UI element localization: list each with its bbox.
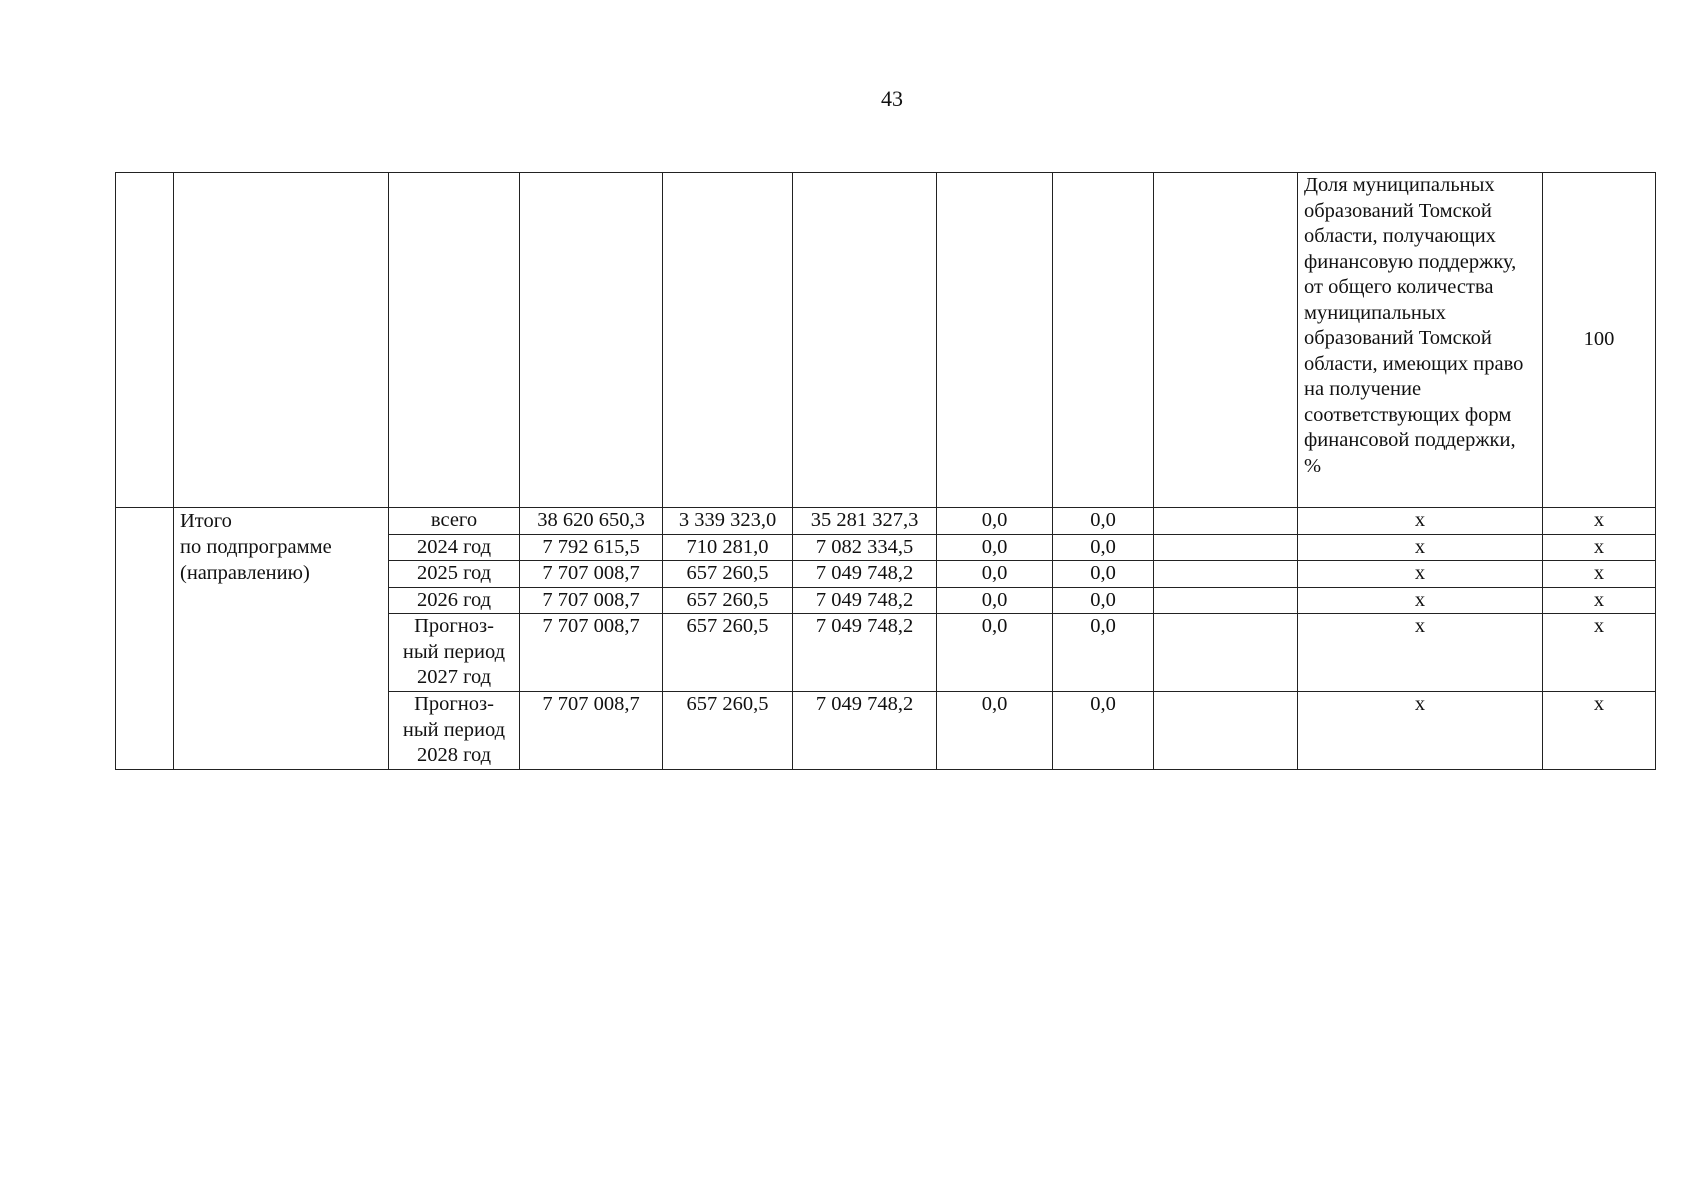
other-cell: 0,0 [1053, 534, 1154, 561]
total-cell: 7 707 008,7 [520, 587, 663, 614]
regional-cell: 7 049 748,2 [793, 614, 937, 692]
federal-cell: 3 339 323,0 [663, 508, 793, 535]
total-label-line: (направлению) [180, 562, 310, 584]
cell-empty [1154, 173, 1298, 508]
period-cell: 2026 год [389, 587, 520, 614]
total-cell: 7 707 008,7 [520, 561, 663, 588]
period-line: ный период [402, 718, 506, 741]
x-cell: х [1298, 614, 1543, 692]
period-cell [389, 614, 520, 692]
x-cell: х [1543, 587, 1656, 614]
cell-empty [389, 173, 520, 508]
x-cell: х [1543, 561, 1656, 588]
local-cell: 0,0 [937, 587, 1053, 614]
budget-table [115, 172, 1656, 770]
total-cell: 7 707 008,7 [520, 614, 663, 692]
empty-cell [1154, 508, 1298, 535]
other-cell: 0,0 [1053, 508, 1154, 535]
period-cell: 2024 год [389, 534, 520, 561]
local-cell: 0,0 [937, 614, 1053, 692]
x-cell: х [1543, 614, 1656, 692]
total-label-line: по подпрограмме [180, 536, 332, 558]
cell-empty [174, 173, 389, 508]
other-cell: 0,0 [1053, 561, 1154, 588]
x-cell: х [1298, 561, 1543, 588]
x-cell: х [1543, 534, 1656, 561]
period-line: 2027 год [416, 666, 492, 688]
x-cell: х [1298, 508, 1543, 535]
x-cell: х [1543, 692, 1656, 770]
period-line: ный период [402, 640, 506, 663]
table-row-indicator [116, 173, 1656, 508]
total-cell: 7 792 615,5 [520, 534, 663, 561]
cell-empty [116, 508, 174, 770]
period-line: 2028 год [416, 744, 492, 766]
regional-cell: 7 049 748,2 [793, 561, 937, 588]
regional-cell: 7 049 748,2 [793, 587, 937, 614]
empty-cell [1154, 692, 1298, 770]
cell-empty [937, 173, 1053, 508]
empty-cell [1154, 534, 1298, 561]
federal-cell: 710 281,0 [663, 534, 793, 561]
other-cell: 0,0 [1053, 614, 1154, 692]
cell-empty [1053, 173, 1154, 508]
cell-empty [663, 173, 793, 508]
x-cell: х [1298, 534, 1543, 561]
total-label [174, 508, 389, 770]
cell-empty [116, 173, 174, 508]
x-cell: х [1543, 508, 1656, 535]
page-number: 43 [881, 86, 903, 111]
empty-cell [1154, 587, 1298, 614]
total-label-line: Итого [180, 510, 232, 532]
federal-cell: 657 260,5 [663, 692, 793, 770]
total-cell: 7 707 008,7 [520, 692, 663, 770]
local-cell: 0,0 [937, 534, 1053, 561]
other-cell: 0,0 [1053, 692, 1154, 770]
x-cell: х [1298, 587, 1543, 614]
period-cell: всего [389, 508, 520, 535]
indicator-value: 100 [1543, 173, 1656, 508]
local-cell: 0,0 [937, 561, 1053, 588]
federal-cell: 657 260,5 [663, 561, 793, 588]
period-cell: 2025 год [389, 561, 520, 588]
empty-cell [1154, 561, 1298, 588]
regional-cell: 7 049 748,2 [793, 692, 937, 770]
federal-cell: 657 260,5 [663, 614, 793, 692]
local-cell: 0,0 [937, 508, 1053, 535]
period-cell [389, 692, 520, 770]
cell-empty [793, 173, 937, 508]
period-line: Прогноз- [414, 693, 494, 715]
regional-cell: 35 281 327,3 [793, 508, 937, 535]
cell-empty [520, 173, 663, 508]
period-line: Прогноз- [414, 615, 494, 637]
table-row-total [116, 508, 1656, 535]
federal-cell: 657 260,5 [663, 587, 793, 614]
total-cell: 38 620 650,3 [520, 508, 663, 535]
x-cell: х [1298, 692, 1543, 770]
indicator-name: Доля муниципальных образований Томской области, получающих финансовую поддержку, от общего количества муниципальных образований Томской области, имеющих право на получение соответствующих форм финансовой поддержки, % [1298, 173, 1543, 508]
regional-cell: 7 082 334,5 [793, 534, 937, 561]
empty-cell [1154, 614, 1298, 692]
local-cell: 0,0 [937, 692, 1053, 770]
other-cell: 0,0 [1053, 587, 1154, 614]
